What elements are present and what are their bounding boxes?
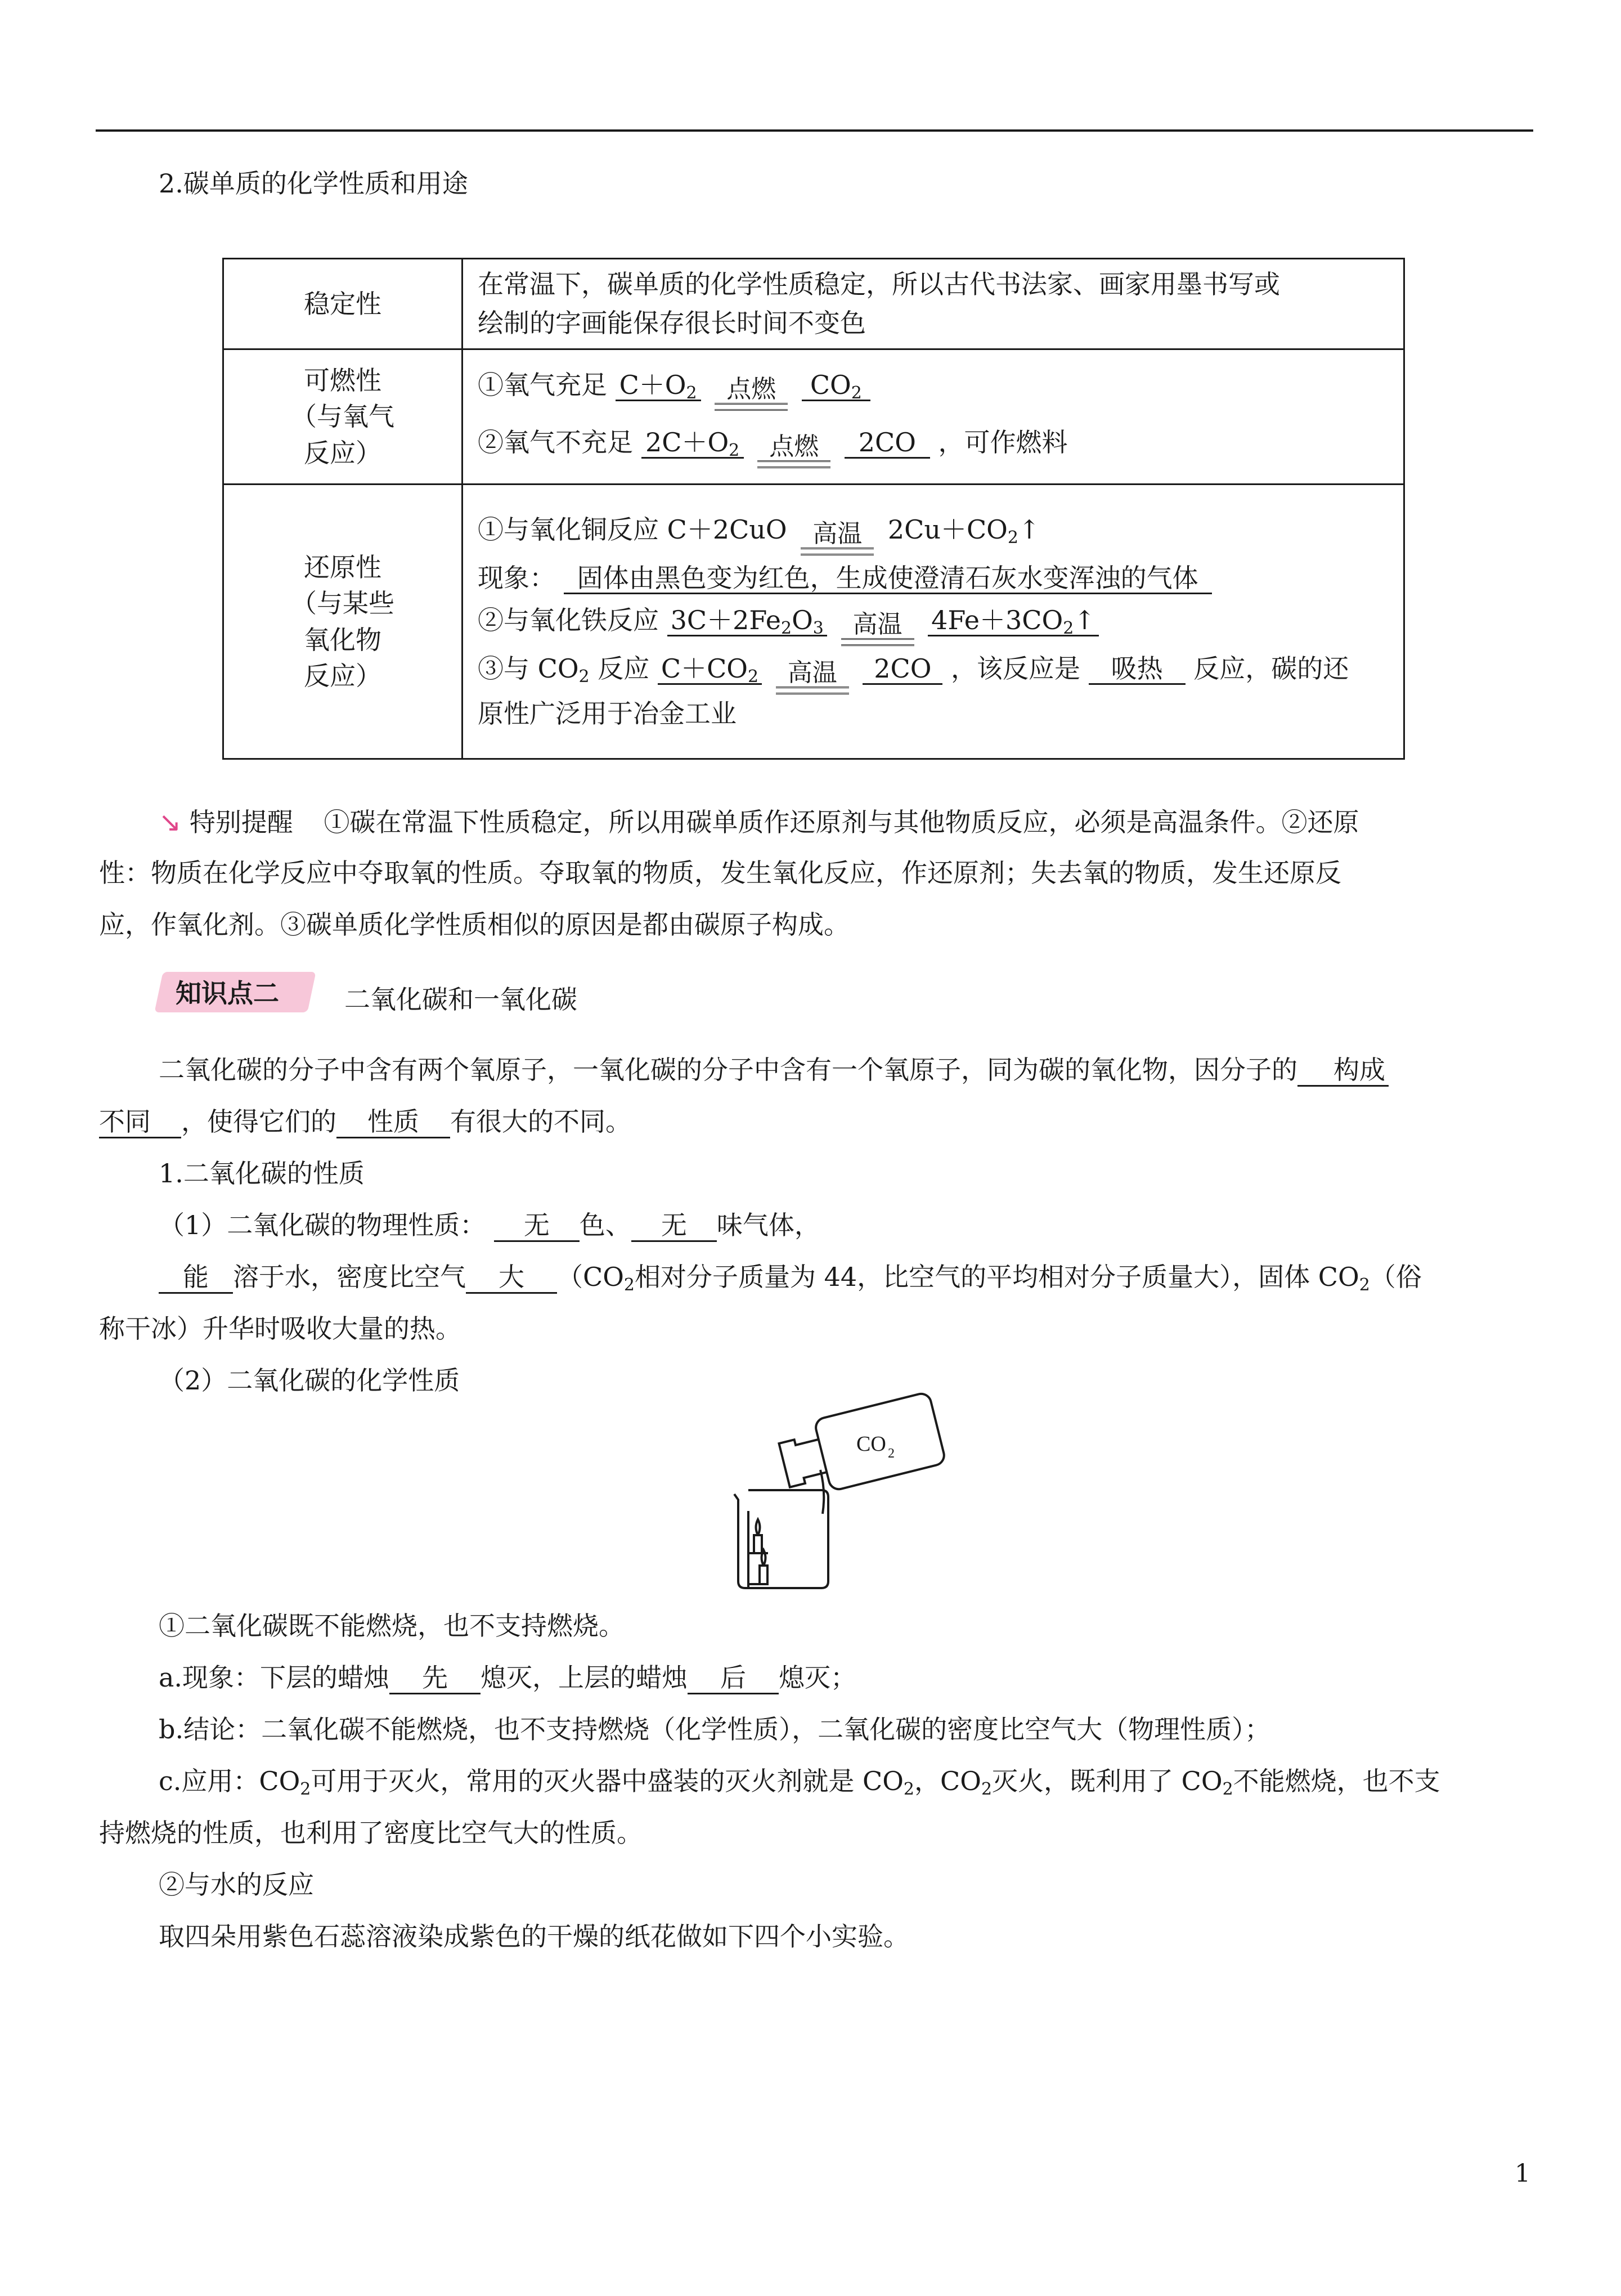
reaction-arrow-ignite-2: 点燃 — [757, 434, 830, 468]
blank-r2-rhs: $4Fe+3CO_2↑$ — [928, 606, 1099, 637]
blank-first: 先 — [389, 1663, 481, 1694]
reminder-text-1: ①碳在常温下性质稳定，所以用碳单质作还原剂与其他物质反应，必须是高温条件。②还原 — [324, 807, 1359, 837]
density-text: （$CO_2$相对分子质量为 44，比空气的平均相对分子质量大），固体 $CO_2$（俗 — [557, 1262, 1422, 1295]
blank-r3-lhs: $C+CO_2$ — [658, 654, 762, 685]
blank-dissolve: 能 — [159, 1262, 233, 1294]
gas-arrow-icon: ↑ — [1018, 514, 1040, 545]
co2-dissolve-line — [159, 1258, 1422, 1297]
r2-prefix: ②与氧化铁反应 — [478, 604, 659, 635]
page-number: 1 — [1515, 2159, 1530, 2188]
blank-l2-rhs: 2CO — [845, 428, 930, 459]
application-c-line: c.应用：$CO_2$可用于灭火，常用的灭火器中盛装的灭火剂就是 $CO_2$，$CO_2$灭火，既利用了 $CO_2$不能燃烧，也不支 — [159, 1766, 1440, 1799]
reaction-arrow-heat-1: 高温 — [801, 522, 874, 555]
l2-suffix: ，可作燃料 — [938, 427, 1068, 458]
reducing-line-2 — [478, 601, 1389, 646]
co2-heading: 1.二氧化碳的性质 — [159, 1158, 365, 1189]
stable-text-2: 绘制的字画能保存很长时间不变色 — [478, 308, 866, 338]
phys-color-text: 色、 — [579, 1210, 631, 1240]
phenomenon-label: 现象： — [478, 562, 555, 593]
table-row-stable — [223, 259, 1404, 349]
a-end: 熄灭； — [779, 1662, 857, 1693]
blank-color: 无 — [494, 1210, 580, 1242]
r3-text-2: 反应，碳的还 — [1193, 653, 1349, 684]
application-c-line-2: 持燃烧的性质，也利用了密度比空气大的性质。 — [99, 1818, 643, 1848]
intro-text-1: 二氧化碳的分子中含有两个氧原子，一氧化碳的分子中含有一个氧原子，同为碳的氧化物，因分子的 — [159, 1055, 1297, 1085]
a-label: a.现象：下层的蜡烛 — [159, 1662, 390, 1693]
stable-desc — [462, 259, 1404, 349]
reminder-line-3: 应，作氧化剂。③碳单质化学性质相似的原因是都由碳原子构成。 — [99, 909, 850, 940]
blank-r2-lhs: $3C+2Fe_2O_3$ — [667, 606, 827, 637]
cat-reducing-3: 氧化物 — [304, 624, 381, 655]
phenomenon-line — [478, 559, 1389, 598]
reducing-line-1 — [478, 510, 1389, 555]
item2-text-line: 取四朵用紫色石蕊溶液染成紫色的干燥的纸花做如下四个小实验。 — [159, 1921, 909, 1952]
svg-text:2: 2 — [888, 1446, 895, 1461]
cat-combustible-1: 可燃性 — [304, 365, 381, 396]
header-rule — [96, 129, 1533, 132]
cat-reducing-1: 还原性 — [304, 551, 381, 582]
conclusion-b-line: b.结论：二氧化碳不能燃烧，也不支持燃烧（化学性质），二氧化碳的密度比空气大（物理性质）； — [159, 1714, 1271, 1745]
phenomenon-a-line — [159, 1658, 856, 1697]
lower-candle — [760, 1566, 767, 1584]
reminder-line-1 — [159, 802, 1359, 842]
arrow-down-right-icon: ↘ — [159, 806, 182, 838]
r3-text-1: ，该反应是 — [950, 653, 1080, 684]
blank-structure-a: 构成 — [1297, 1055, 1389, 1087]
blank-smell: 无 — [631, 1210, 717, 1242]
l2-prefix: ②氧气不充足 — [478, 427, 633, 458]
upper-candle — [754, 1535, 762, 1553]
reducing-desc — [462, 485, 1404, 759]
blank-l2-lhs: $2C+O_2$ — [641, 428, 744, 459]
co2-dryice-line: 称干冰）升华时吸收大量的热。 — [99, 1313, 461, 1344]
section-heading: 2.碳单质的化学性质和用途 — [159, 168, 468, 199]
blank-phenomenon: 固体由黑色变为红色，生成使澄清石灰水变浑浊的气体 — [564, 563, 1212, 595]
reducing-line-3 — [478, 649, 1389, 694]
phys-label: （1）二氧化碳的物理性质： — [159, 1210, 486, 1240]
cat-reducing-4: 反应） — [304, 660, 381, 691]
blank-later: 后 — [688, 1663, 779, 1694]
intro-line-2 — [99, 1102, 631, 1141]
combustible-line-2 — [478, 423, 1389, 468]
intro-text-2: ，使得它们的 — [181, 1106, 336, 1137]
reminder-line-2: 性：物质在化学反应中夺取氧的性质。夺取氧的物质，发生氧化反应，作还原剂；失去氧的物质，发生还原反 — [99, 858, 1341, 888]
co2-bottle-label: CO — [856, 1432, 886, 1456]
knowledge-point-badge-label: 知识点二 — [176, 978, 279, 1008]
blank-endothermic: 吸热 — [1089, 654, 1186, 685]
co2-physical-line — [159, 1206, 820, 1245]
cat-reducing-2: （与某些 — [291, 588, 394, 619]
cat-combustible — [223, 349, 462, 485]
blank-structure-b: 不同 — [99, 1107, 181, 1138]
phys-smell-text: 味气体， — [716, 1210, 820, 1240]
reaction-arrow-ignite-1: 点燃 — [715, 377, 788, 411]
reducing-line-4: 原性广泛用于冶金工业 — [478, 698, 737, 729]
reminder-label: 特别提醒 — [189, 807, 293, 837]
blank-property: 性质 — [336, 1107, 450, 1138]
cat-combustible-3: 反应） — [304, 437, 381, 468]
co2-chemical-label: （2）二氧化碳的化学性质 — [159, 1365, 460, 1396]
l1-prefix: ①氧气充足 — [478, 369, 607, 400]
table-row-combustible — [223, 349, 1404, 485]
item1-line: ①二氧化碳既不能燃烧，也不支持燃烧。 — [159, 1611, 625, 1641]
intro-text-3: 有很大的不同。 — [450, 1106, 631, 1137]
item2-line: ②与水的反应 — [159, 1869, 314, 1900]
section-title: 二氧化碳和一氧化碳 — [344, 984, 577, 1015]
a-mid: 熄灭，上层的蜡烛 — [481, 1662, 688, 1693]
dissolve-text: 溶于水，密度比空气 — [233, 1262, 466, 1292]
intro-line-1 — [159, 1051, 1389, 1089]
cat-combustible-2: （与氧气 — [291, 401, 394, 432]
co2-candle-experiment-figure — [726, 1384, 962, 1598]
table-row-reducing — [223, 485, 1404, 759]
blank-density: 大 — [466, 1262, 557, 1294]
r1-prefix: ①与氧化铜反应 C＋2CuO — [478, 514, 787, 545]
blank-r3-rhs: 2CO — [863, 654, 942, 685]
blank-l1-rhs: $CO_2$ — [802, 370, 870, 402]
r3-prefix: ③与 $CO_2$ 反应 — [478, 653, 650, 687]
reaction-arrow-heat-2: 高温 — [841, 612, 914, 646]
cat-stable: 稳定性 — [223, 259, 462, 349]
blank-l1-lhs: $C+O_2$ — [616, 370, 701, 402]
r1-rhs: $2Cu+CO_2$ — [887, 514, 1018, 548]
reaction-arrow-heat-3: 高温 — [776, 661, 849, 694]
combustible-desc — [462, 349, 1404, 485]
carbon-properties-table — [222, 258, 1405, 760]
combustible-line-1 — [478, 366, 1389, 411]
cat-reducing — [223, 485, 462, 759]
stable-text-1: 在常温下，碳单质的化学性质稳定，所以古代书法家、画家用墨书写或 — [478, 269, 1280, 299]
